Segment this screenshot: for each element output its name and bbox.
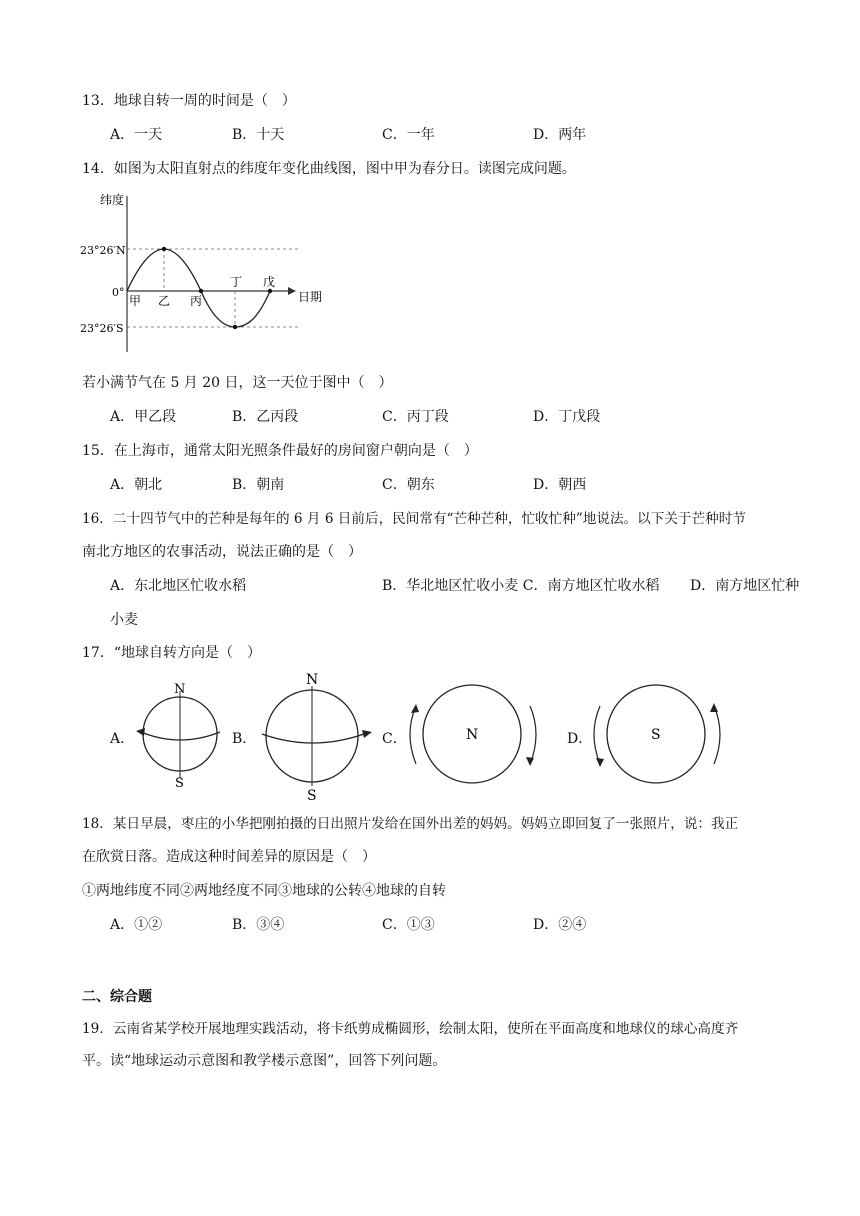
globe-a-arrowhead <box>136 728 145 736</box>
q14-stem: 14．如图为太阳直射点的纬度年变化曲线图，图中甲为春分日。读图完成问题。 <box>82 161 576 177</box>
q14-option-c: C．丙丁段 <box>382 409 449 425</box>
q13-stem: 13．地球自转一周的时间是（ ） <box>82 93 296 109</box>
q17-option-d-label: D． <box>567 731 593 747</box>
q17-globe-a <box>132 676 232 796</box>
tick-zero: 0° <box>112 286 125 299</box>
q14-option-a: A．甲乙段 <box>110 409 177 425</box>
globe-a-south: S <box>175 776 184 791</box>
tick-south: 23°26′S <box>80 322 124 335</box>
globe-d-right-arc <box>714 706 720 764</box>
q18-option-c: C．①③ <box>382 917 435 933</box>
point-yi <box>162 247 166 251</box>
q16-stem-line1: 16．二十四节气中的芒种是每年的 6 月 6 日前后，民间常有“芒种芒种，忙收忙种”地说法。以下关于芒种时节 <box>82 511 746 527</box>
q13-option-d: D．两年 <box>533 127 587 143</box>
point-wu <box>268 289 272 293</box>
q17-globe-b <box>252 666 382 806</box>
q17-option-a-label: A． <box>110 731 135 747</box>
globe-c-right-arrowhead <box>526 757 534 766</box>
q15-option-c: C．朝东 <box>382 477 435 493</box>
q17-option-b-label: B． <box>232 731 257 747</box>
point-ding <box>233 325 237 329</box>
q16-option-d-wrap: 小麦 <box>110 612 138 628</box>
q18-option-d: D．②④ <box>533 917 587 933</box>
label-bing: 丙 <box>190 294 203 308</box>
label-ding: 丁 <box>230 275 243 289</box>
q18-statements: ①两地纬度不同②两地经度不同③地球的公转④地球的自转 <box>82 883 446 899</box>
y-axis-label: 纬度 <box>100 193 125 207</box>
point-bing <box>199 289 203 293</box>
x-axis-label: 日期 <box>298 290 323 304</box>
globe-b-arrowhead <box>362 730 372 738</box>
q18-option-a: A．①② <box>110 917 163 933</box>
globe-c-left-arrowhead <box>411 704 419 713</box>
subsolar-latitude-figure <box>80 188 340 356</box>
q16-option-a: A．东北地区忙收水稻 <box>110 578 247 594</box>
q18-option-b: B．③④ <box>232 917 285 933</box>
globe-d-left-arrowhead <box>596 758 604 767</box>
q14-option-b: B．乙丙段 <box>232 409 299 425</box>
q14-sub-stem: 若小满节气在 5 月 20 日，这一天位于图中（ ） <box>82 375 393 391</box>
x-axis-arrow <box>288 287 296 295</box>
globe-c-left-arc <box>410 706 416 764</box>
q13-option-c: C．一年 <box>382 127 435 143</box>
q19-stem-line2: 平。读“地球运动示意图和教学楼示意图”，回答下列问题。 <box>82 1053 447 1069</box>
label-yi: 乙 <box>158 294 171 308</box>
globe-b-south: S <box>307 788 317 804</box>
q16-option-bc: B．华北地区忙收小麦 C．南方地区忙收水稻 <box>382 578 660 594</box>
q17-option-c-label: C． <box>382 731 407 747</box>
globe-d-right-arrowhead <box>710 703 718 712</box>
q16-option-d: D．南方地区忙种 <box>690 578 800 594</box>
globe-c-north-label: N <box>466 727 479 743</box>
q18-stem-line1: 18．某日早晨，枣庄的小华把刚拍摄的日出照片发给在国外出差的妈妈。妈妈立即回复了一张照片，说：我正 <box>82 816 739 832</box>
q19-stem-line1: 19．云南省某学校开展地理实践活动，将卡纸剪成椭圆形，绘制太阳，使所在平面高度和地球仪的球心高度齐 <box>82 1021 739 1037</box>
q16-stem-line2: 南北方地区的农事活动，说法正确的是（ ） <box>82 544 362 560</box>
label-jia: 甲 <box>129 294 142 308</box>
q18-stem-line2: 在欣赏日落。造成这种时间差异的原因是（ ） <box>82 849 376 865</box>
tick-north: 23°26′N <box>80 244 126 257</box>
q15-stem: 15．在上海市，通常太阳光照条件最好的房间窗户朝向是（ ） <box>82 443 478 459</box>
globe-b-north: N <box>306 672 319 688</box>
q15-option-d: D．朝西 <box>533 477 587 493</box>
label-wu: 戊 <box>263 275 276 289</box>
q15-option-a: A．朝北 <box>110 477 163 493</box>
q17-globe-d <box>586 676 736 796</box>
section-2-title: 二、综合题 <box>82 989 152 1005</box>
q13-option-a: A．一天 <box>110 127 163 143</box>
latitude-curve <box>127 249 270 327</box>
q17-globe-c <box>400 676 550 796</box>
globe-d-left-arc <box>594 706 600 764</box>
q14-option-d: D．丁戊段 <box>533 409 601 425</box>
globe-b-arrow-curve <box>262 734 364 743</box>
q15-option-b: B．朝南 <box>232 477 285 493</box>
globe-c-right-arc <box>530 706 536 764</box>
globe-a-north: N <box>174 682 186 697</box>
q17-stem: 17．“地球自转方向是（ ） <box>82 645 261 661</box>
q13-option-b: B．十天 <box>232 127 285 143</box>
globe-d-south-label: S <box>651 727 661 743</box>
